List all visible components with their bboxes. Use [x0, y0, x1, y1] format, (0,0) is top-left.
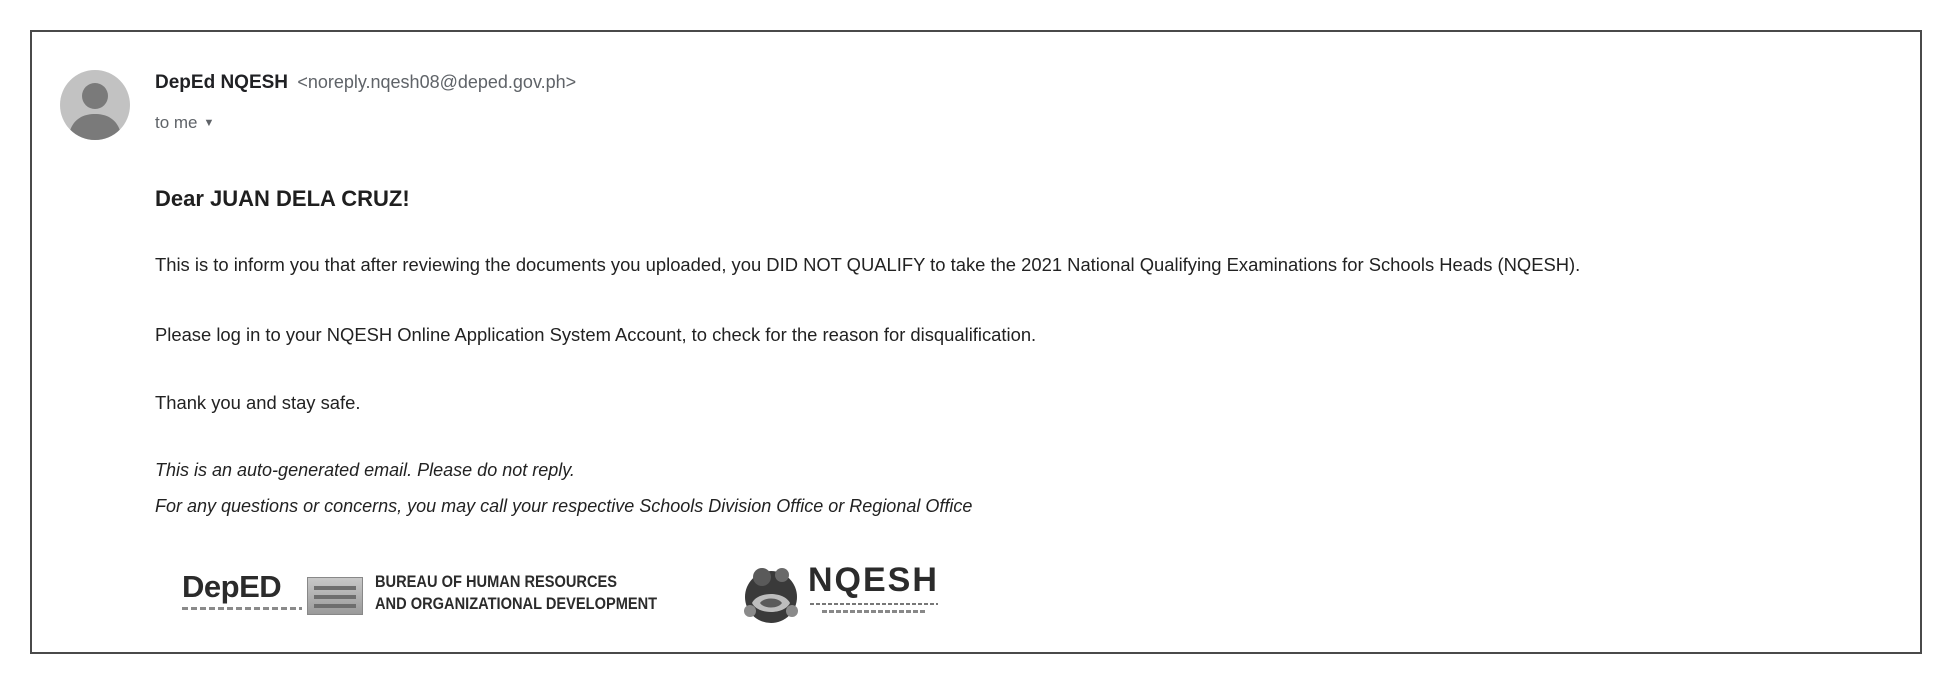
recipient-details-toggle[interactable] [155, 113, 214, 133]
bhrod-logo-text [375, 571, 657, 615]
deped-logo: DepED [182, 569, 282, 604]
email-paragraph-disqualification: This is to inform you that after reviewing the documents you uploaded, you DID NOT QUALIFY to take the 2021 National Qualifying Examinations for Schools Heads (NQESH). [155, 254, 1581, 275]
nqesh-logo-tagline [810, 603, 938, 605]
sender-name[interactable]: DepEd NQESH [155, 72, 289, 93]
email-paragraph-login: Please log in to your NQESH Online Application System Account, to check for the reason for disqualification. [155, 324, 1037, 345]
bhrod-emblem-icon [307, 577, 363, 615]
footer-logos [182, 557, 939, 627]
bhrod-line-1: BUREAU OF HUMAN RESOURCES [375, 572, 618, 591]
nqesh-emblem-icon [738, 563, 804, 625]
sender-avatar[interactable] [60, 70, 130, 140]
auto-generated-note: This is an auto-generated email. Please do not reply. [155, 460, 575, 480]
sender-line [155, 72, 576, 94]
deped-logo-tagline [182, 607, 302, 610]
avatar-person-icon [60, 70, 130, 140]
contact-note: For any questions or concerns, you may call your respective Schools Division Office or Regional Office [155, 496, 973, 516]
nqesh-logo-text: NQESH [808, 561, 939, 599]
email-message-frame [30, 30, 1922, 654]
recipient-label: to me [155, 113, 198, 132]
email-greeting: Dear JUAN DELA CRUZ! [155, 186, 410, 211]
sender-email: <noreply.nqesh08@deped.gov.ph> [297, 72, 577, 92]
nqesh-logo-subtagline [822, 610, 926, 613]
bhrod-line-2: AND ORGANIZATIONAL DEVELOPMENT [375, 594, 658, 613]
email-paragraph-closing: Thank you and stay safe. [155, 392, 361, 413]
chevron-down-icon[interactable]: ▼ [203, 117, 215, 129]
